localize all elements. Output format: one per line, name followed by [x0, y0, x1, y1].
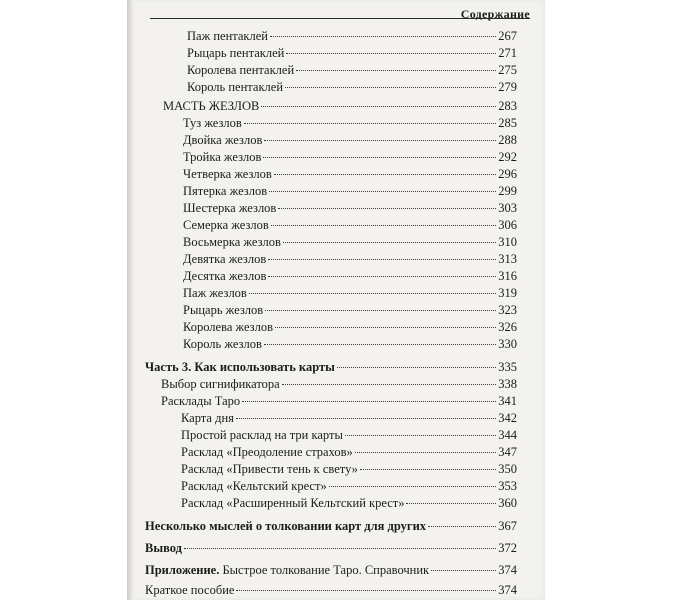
toc-entry [187, 62, 517, 78]
toc-entry [183, 166, 517, 182]
toc-leader [271, 225, 496, 226]
toc-title: Король жезлов [183, 337, 262, 351]
toc-leader [329, 486, 497, 487]
toc-title: Король пентаклей [187, 80, 284, 94]
toc-page: 342 [498, 411, 517, 425]
toc-title: Двойка жезлов [183, 133, 263, 147]
toc-leader [337, 367, 496, 368]
toc-leader [275, 327, 496, 328]
toc-title-lead: Приложение. [145, 563, 220, 577]
toc-entry [181, 444, 517, 460]
toc-title: Вывод [145, 541, 182, 555]
toc-page: 374 [498, 563, 517, 577]
running-head: Содержание [460, 7, 530, 21]
toc-part-entry [145, 518, 517, 534]
toc-title: Четверка жезлов [183, 167, 272, 181]
toc-leader [285, 87, 496, 88]
toc-page: 267 [498, 29, 517, 43]
toc-entry [183, 183, 517, 199]
toc-leader [270, 36, 496, 37]
toc-entry [187, 28, 517, 44]
toc-title: Карта дня [181, 411, 234, 425]
toc-leader [406, 503, 496, 504]
toc-page: 319 [498, 286, 517, 300]
toc-leader [184, 548, 496, 549]
toc-entry [183, 217, 517, 233]
toc-entry [181, 427, 517, 443]
toc-title: Королева жезлов [183, 320, 273, 334]
toc-page: 296 [498, 167, 517, 181]
toc-part-entry [145, 562, 517, 578]
toc-page: 275 [498, 63, 517, 77]
toc-page: 350 [498, 462, 517, 476]
toc-title: Паж пентаклей [187, 29, 268, 43]
toc-leader [431, 570, 496, 571]
toc-entry [183, 200, 517, 216]
toc-leader [236, 418, 496, 419]
toc-title: Часть 3. Как использовать карты [145, 360, 335, 374]
toc-leader [360, 469, 496, 470]
toc-title: Расклад «Кельтский крест» [181, 479, 327, 493]
toc-entry [181, 461, 517, 477]
toc-entry [183, 132, 517, 148]
toc-title: Королева пентаклей [187, 63, 295, 77]
toc-leader [283, 242, 496, 243]
toc-page: 316 [498, 269, 517, 283]
toc-title [145, 562, 429, 578]
toc-leader [268, 276, 496, 277]
toc-entry [183, 234, 517, 250]
toc-entry [187, 79, 517, 95]
toc-leader [274, 174, 496, 175]
toc-leader [264, 140, 496, 141]
toc-title: Рыцарь пентаклей [187, 46, 285, 60]
toc-section-entry [163, 98, 517, 114]
toc-page: 313 [498, 252, 517, 266]
toc-title: Шестерка жезлов [183, 201, 277, 215]
toc-entry [181, 478, 517, 494]
book-gutter [127, 0, 134, 600]
toc-entry [183, 319, 517, 335]
toc-page: 279 [498, 80, 517, 94]
toc-leader [244, 123, 496, 124]
toc-leader [263, 157, 496, 158]
toc-page: 288 [498, 133, 517, 147]
toc-title: Девятка жезлов [183, 252, 267, 266]
toc-leader [265, 310, 496, 311]
toc-page: 341 [498, 394, 517, 408]
toc-title: Туз жезлов [183, 116, 242, 130]
toc-leader [236, 590, 496, 591]
toc-page: 299 [498, 184, 517, 198]
toc-leader [278, 208, 496, 209]
toc-page: 306 [498, 218, 517, 232]
toc-title: Простой расклад на три карты [181, 428, 343, 442]
toc-title: МАСТЬ ЖЕЗЛОВ [163, 99, 260, 113]
toc-entry [181, 410, 517, 426]
toc-entry [183, 149, 517, 165]
toc-leader [286, 53, 496, 54]
toc-entry [181, 495, 517, 511]
toc-title: Семерка жезлов [183, 218, 269, 232]
toc-page: 323 [498, 303, 517, 317]
toc-page: 360 [498, 496, 517, 510]
toc-title: Несколько мыслей о толковании карт для других [145, 519, 427, 533]
toc-entry [145, 582, 517, 598]
toc-title: Расклады Таро [161, 394, 241, 408]
toc-page: 303 [498, 201, 517, 215]
toc-page: 367 [498, 519, 517, 533]
toc-page: 372 [498, 541, 517, 555]
toc-title: Десятка жезлов [183, 269, 267, 283]
toc-title: Паж жезлов [183, 286, 247, 300]
toc-title: Восьмерка жезлов [183, 235, 281, 249]
toc-page: 347 [498, 445, 517, 459]
toc-page: 344 [498, 428, 517, 442]
toc-leader [345, 435, 496, 436]
toc-leader [249, 293, 496, 294]
toc-leader [264, 344, 496, 345]
toc-title: Пятерка жезлов [183, 184, 268, 198]
toc-entry [183, 302, 517, 318]
toc-title: Расклад «Преодоление страхов» [181, 445, 353, 459]
toc-leader [261, 106, 496, 107]
toc-leader [355, 452, 496, 453]
toc-entry [161, 393, 517, 409]
toc-leader [282, 384, 497, 385]
toc-page: 283 [498, 99, 517, 113]
toc-leader [242, 401, 496, 402]
toc-page: 285 [498, 116, 517, 130]
header-rule [150, 18, 530, 19]
toc-page: 335 [498, 360, 517, 374]
toc-leader [268, 259, 496, 260]
toc-page: 292 [498, 150, 517, 164]
toc-title: Тройка жезлов [183, 150, 262, 164]
toc-title: Расклад «Расширенный Кельтский крест» [181, 496, 405, 510]
toc-page: 271 [498, 46, 517, 60]
toc-page: 310 [498, 235, 517, 249]
toc-entry [183, 285, 517, 301]
toc-title: Расклад «Привести тень к свету» [181, 462, 358, 476]
toc-part-entry [145, 540, 517, 556]
toc-entry [183, 115, 517, 131]
toc-title: Выбор сигнификатора [161, 377, 280, 391]
toc-part-entry [145, 359, 517, 375]
toc-entry [187, 45, 517, 61]
toc-entry [161, 376, 517, 392]
toc-entry [183, 268, 517, 284]
toc-title: Рыцарь жезлов [183, 303, 264, 317]
toc-leader [269, 191, 496, 192]
toc-page: 374 [498, 583, 517, 597]
toc-leader [428, 526, 496, 527]
toc-page: 353 [498, 479, 517, 493]
toc-page: 326 [498, 320, 517, 334]
toc-leader [296, 70, 496, 71]
toc-page: 330 [498, 337, 517, 351]
toc-title-rest: Быстрое толкование Таро. Справочник [222, 563, 430, 577]
toc-page: 338 [498, 377, 517, 391]
toc-entry [183, 336, 517, 352]
toc-title: Краткое пособие [145, 583, 235, 597]
toc-entry [183, 251, 517, 267]
